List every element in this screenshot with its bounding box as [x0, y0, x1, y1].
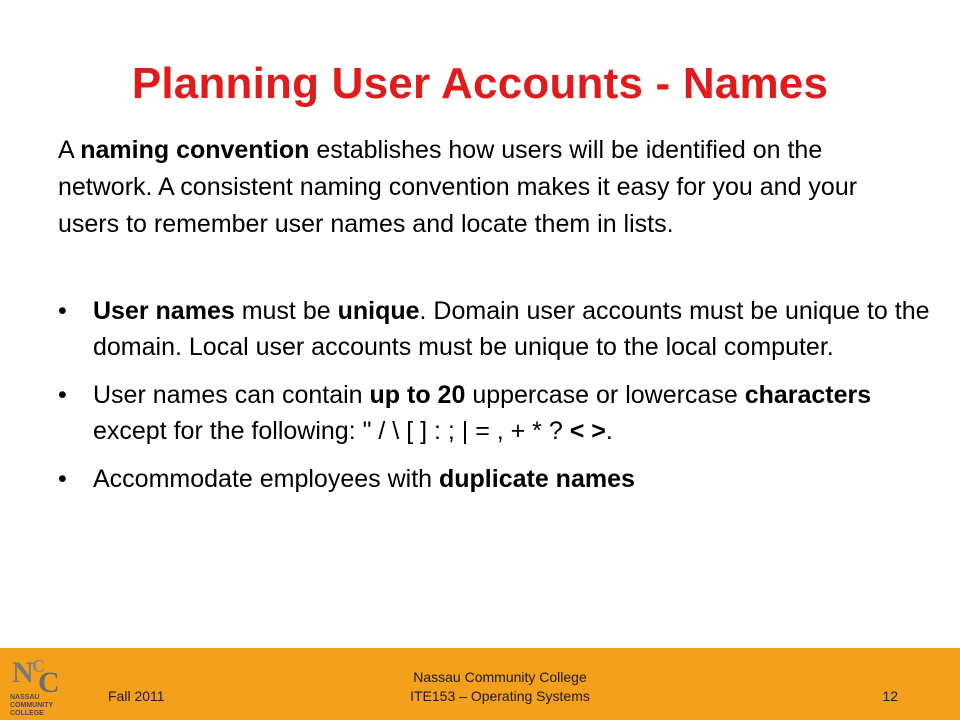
logo-text-line1: NASSAU [10, 694, 40, 701]
footer-course-name: ITE153 – Operating Systems [410, 688, 590, 704]
logo-text-line2: COMMUNITY [10, 702, 54, 709]
logo-letter-n: N [12, 656, 34, 689]
bullet-1-text-2: . Domain user accounts must be unique to the domain. Local user accounts must be unique to the local computer. [93, 297, 930, 361]
footer-bar [0, 648, 960, 720]
bullet-3-bold-1: duplicate names [438, 465, 635, 493]
college-logo [8, 652, 86, 716]
logo-letter-c-small: C [32, 656, 45, 676]
intro-text-2: establishes how users will be identified on the network. A consistent naming convention makes it easy for you and your users to remember user names and locate them in lists. [58, 136, 858, 238]
bullet-1-bold-2: unique [337, 297, 420, 325]
bullet-list [58, 293, 938, 497]
bullet-2-text-3: except for the following: " / \ [ ] : ; | = , + * ? [93, 417, 570, 445]
logo-letter-c-large: C [38, 666, 60, 699]
bullet-item-duplicate-names [58, 461, 938, 497]
bullet-1-bold-1: User names [93, 297, 235, 325]
intro-text-1: A [58, 136, 81, 164]
bullet-2-text-1: User names can contain [93, 381, 370, 409]
bullet-dot: • [58, 381, 67, 409]
footer-date: Fall 2011 [108, 688, 165, 704]
footer-college-name: Nassau Community College [413, 669, 587, 685]
page-number: 12 [882, 688, 898, 704]
bullet-2-bold-3: < > [569, 417, 606, 445]
bullet-item-character-limit [58, 377, 938, 449]
footer-course-info [340, 668, 660, 706]
bullet-2-text-4: . [605, 417, 613, 445]
bullet-2-bold-2: characters [744, 381, 872, 409]
bullet-1-text-1: must be [234, 297, 338, 325]
intro-bold-naming-convention: naming convention [80, 136, 310, 164]
bullet-2-text-2: uppercase or lowercase [465, 381, 745, 409]
bullet-3-text-1: Accommodate employees with [93, 465, 439, 493]
slide-title: Planning User Accounts - Names [131, 59, 829, 108]
bullet-item-unique-names [58, 293, 938, 365]
bullet-2-bold-1: up to 20 [369, 381, 466, 409]
intro-paragraph [58, 132, 918, 243]
bullet-dot: • [58, 297, 67, 325]
bullet-dot: • [58, 465, 67, 493]
logo-text-line3: COLLEGE [10, 710, 44, 716]
